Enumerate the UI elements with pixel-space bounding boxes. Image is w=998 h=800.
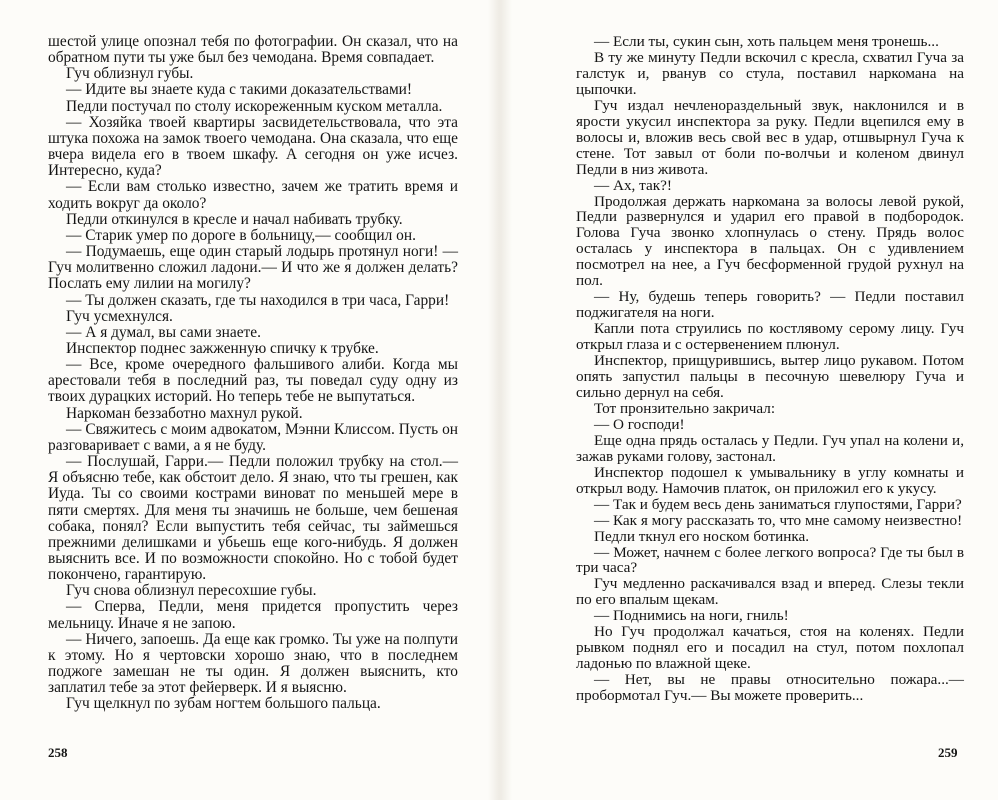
paragraph: — Как я могу рассказать то, что мне самому неизвестно!	[594, 511, 963, 529]
paragraph: В ту же минуту Педли вскочил с кресла, схватил Гуча за галстук и, рванув со стула, поставил наркомана на цыпочки.	[576, 48, 964, 98]
left-page	[0, 0, 470, 800]
paragraph: — Ничего, запоешь. Да еще как громко. Ты уже на полпути к этому. Но я чертовски хорошо знаю, что в последнем поджоге замешан не ты один. Я должен выяснить, кто заплатил тебе за этот фейерверк. И я выясню.	[48, 630, 458, 697]
paragraph: Но Гуч продолжал качаться, стоя на коленях. Педли рывком поднял его и посадил на стул, потом похлопал ладонью по влажной щеке.	[576, 623, 964, 673]
paragraph: — Так и будем весь день заниматься глупостями, Гарри?	[594, 495, 962, 513]
paragraph: Педли откинулся в кресле и начал набивать трубку.	[66, 210, 403, 228]
page-number: 258	[48, 745, 68, 760]
paragraph: Продолжая держать наркомана за волосы левой рукой, Педли развернулся и ударил его правой в подбородок. Голова Гуча звонко хлопнулась о стену. Прядь волос осталась у инспектора в пальцах. Он с удивлением посмотрел на нее, а Гуч бесформенной грудой рухнул на пол.	[576, 192, 964, 290]
paragraph: — Нет, вы не правы относительно пожара...— пробормотал Гуч.— Вы можете проверить...	[576, 671, 964, 705]
right-page	[500, 0, 970, 800]
paragraph: — Старик умер по дороге в больницу,— сообщил он.	[66, 226, 416, 244]
paragraph: Еще одна прядь осталась у Педли. Гуч упал на колени и, зажав руками голову, застонал.	[576, 431, 964, 465]
paragraph: Инспектор подошел к умывальнику в углу комнаты и открыл воду. Намочив платок, он приложил его к укусу.	[576, 463, 964, 497]
paragraph: Педли ткнул его носком ботинка.	[594, 527, 810, 545]
page-number: 259	[938, 745, 958, 760]
paragraph: — Ах, так?!	[594, 176, 672, 194]
paragraph: Гуч медленно раскачивался взад и вперед. Слезы текли по его впалым щекам.	[576, 575, 964, 609]
paragraph: шестой улице опознал тебя по фотографии. Он сказал, что на обратном пути ты уже был без чемодана. Время совпадает.	[48, 33, 458, 67]
left-page-text	[48, 34, 458, 713]
paragraph: — Если вам столько известно, зачем же тратить время и ходить вокруг да около?	[48, 178, 458, 212]
paragraph: Гуч усмехнулся.	[66, 307, 173, 325]
paragraph: — Подумаешь, еще один старый лодырь протянул ноги! — Гуч молитвенно сложил ладони.— И что же я должен делать? Послать ему лилии на могилу?	[48, 243, 458, 293]
paragraph: — Может, начнем с более легкого вопроса? Где ты был в три часа?	[576, 543, 964, 577]
paragraph: Гуч щелкнул по зубам ногтем большого пальца.	[66, 695, 381, 713]
paragraph: — О господи!	[594, 415, 685, 433]
paragraph: — Ты должен сказать, где ты находился в три часа, Гарри!	[66, 291, 450, 309]
paragraph: — Все, кроме очередного фальшивого алиби. Когда мы арестовали тебя в последний раз, ты поведал суду одну из твоих дурацких историй. Но теперь тебе не выпутаться.	[48, 356, 458, 406]
paragraph: — А я думал, вы сами знаете.	[66, 323, 261, 341]
paragraph: — Если ты, сукин сын, хоть пальцем меня тронешь...	[594, 33, 939, 50]
paragraph: Тот пронзительно закричал:	[594, 399, 776, 417]
paragraph: Инспектор, прищурившись, вытер лицо рукавом. Потом опять запустил пальцы в песочную шевелюру Гуча и сильно дернул на себя.	[576, 352, 964, 401]
paragraph: Капли пота струились по костлявому серому лицу. Гуч открыл глаза и с остервенением плюнул.	[576, 320, 964, 354]
paragraph: Гуч снова облизнул пересохшие губы.	[66, 582, 317, 600]
right-page-text	[576, 34, 964, 704]
paragraph: Гуч издал нечленораздельный звук, наклонился и в ярости укусил инспектора за руку. Педли вцепился ему в волосы и, вложив весь свой вес в удар, отшвырнул Гуча к стене. Тот завыл от боли по-волчьи и коленом двинул Педли в низ живота.	[576, 96, 964, 178]
paragraph: — Ну, будешь теперь говорить? — Педли поставил поджигателя на ноги.	[576, 288, 964, 322]
paragraph: — Сперва, Педли, меня придется пропустить через мельницу. Иначе я не запою.	[48, 598, 458, 632]
paragraph: — Свяжитесь с моим адвокатом, Мэнни Клиссом. Пусть он разговаривает с вами, а я не буду.	[48, 420, 458, 454]
paragraph: — Поднимись на ноги, гниль!	[594, 607, 789, 625]
paragraph: Наркоман беззаботно махнул рукой.	[66, 404, 303, 422]
paragraph: — Идите вы знаете куда с такими доказательствами!	[66, 81, 413, 99]
paragraph: — Послушай, Гарри.— Педли положил трубку на стол.— Я объясню тебе, как обстоит дело. Я знаю, что ты грешен, как Иуда. Ты со своими кострами виноват по меньшей мере в пяти смертях. Для меня ты значишь не больше, чем бешеная собака, понял? Если выпустить тебя сейчас, ты займешься прежними делишками и убьешь еще кого-нибудь. Я должен выяснить все. И по возможности спокойно. Но с тобой будет покончено, гарантирую.	[48, 453, 458, 584]
paragraph: Инспектор поднес зажженную спичку к трубке.	[66, 339, 379, 357]
paragraph: Гуч облизнул губы.	[66, 65, 194, 83]
paragraph: Педли постучал по столу искореженным куском металла.	[66, 97, 443, 115]
paragraph: — Хозяйка твоей квартиры засвидетельствовала, что эта штука похожа на замок твоего чемодана. Она сказала, что еще вчера видела его в твоем шкафу. А сегодня он уже исчез. Интересно, куда?	[48, 113, 458, 180]
